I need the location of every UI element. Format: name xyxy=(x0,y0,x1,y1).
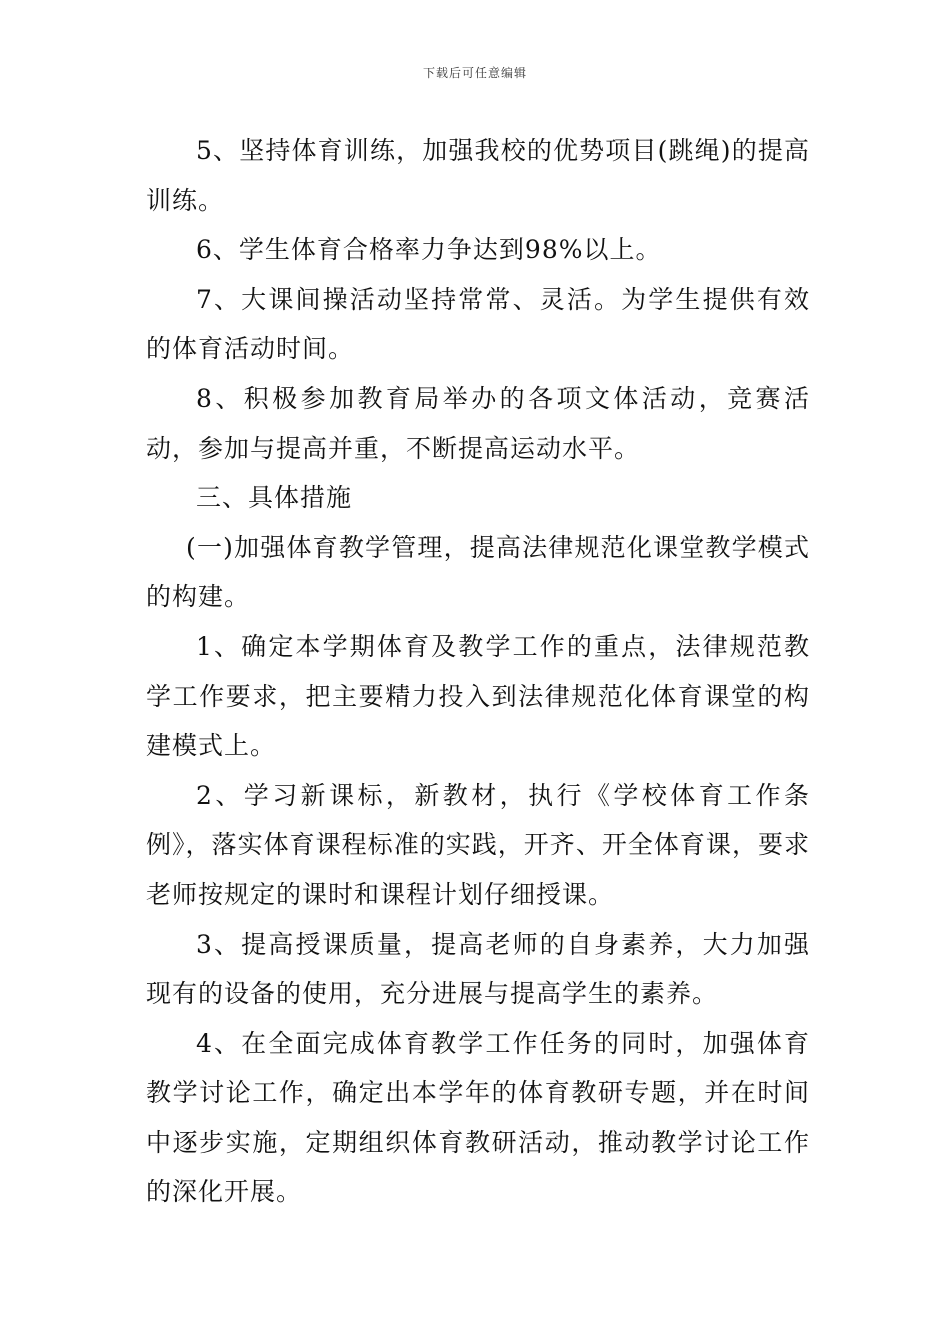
paragraph-item-5: 5、坚持体育训练，加强我校的优势项目(跳绳)的提高训练。 xyxy=(146,136,810,215)
measure-item-1: 1、确定本学期体育及教学工作的重点，法律规范教学工作要求，把主要精力投入到法律规范化体育课堂的构建模式上。 xyxy=(146,631,810,761)
page-header: 下载后可任意编辑 xyxy=(422,66,527,80)
measure-item-2: 2、学习新课标，新教材，执行《学校体育工作条例》，落实体育课程标准的实践，开齐、开全体育课，要求老师按规定的课时和课程计划仔细授课。 xyxy=(146,780,810,909)
measure-item-4: 4、在全面完成体育教学工作任务的同时，加强体育教学讨论工作，确定出本学年的体育教研专题，并在时间中逐步实施，定期组织体育教研活动，推动教学讨论工作的深化开展。 xyxy=(146,1028,810,1207)
measure-item-3: 3、提高授课质量，提高老师的自身素养，大力加强现有的设备的使用，充分进展与提高学生的素养。 xyxy=(146,929,810,1009)
document-body xyxy=(146,126,810,1217)
section-heading-measures: 三、具体措施 xyxy=(196,483,353,513)
paragraph-item-7: 7、大课间操活动坚持常常、灵活。为学生提供有效的体育活动时间。 xyxy=(146,284,810,364)
paragraph-item-6: 6、学生体育合格率力争达到98%以上。 xyxy=(196,235,662,265)
paragraph-item-8: 8、积极参加教育局举办的各项文体活动，竞赛活动，参加与提高并重，不断提高运动水平。 xyxy=(146,383,810,463)
subsection-heading-teaching-management: (一)加强体育教学管理，提高法律规范化课堂教学模式的构建。 xyxy=(146,532,810,612)
